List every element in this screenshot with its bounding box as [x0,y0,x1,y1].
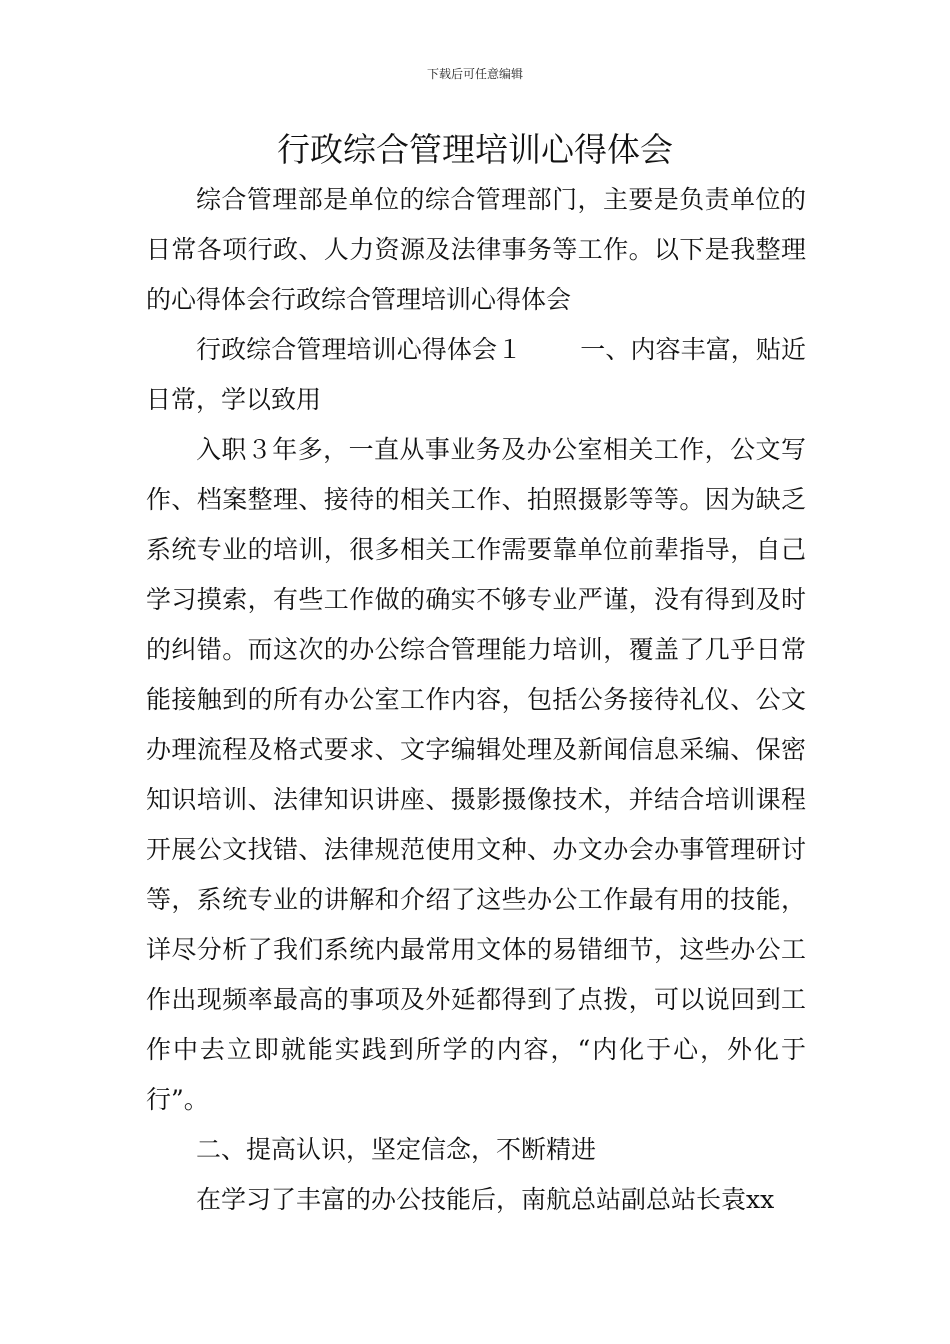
section-heading-2: 二、提高认识，坚定信念，不断精进 [196,1135,597,1164]
section-line [146,325,806,425]
header-note: 下载后可任意编辑 [426,67,523,81]
paragraph-1: 入职３年多，一直从事业务及办公室相关工作，公文写作、档案整理、接待的相关工作、拍照摄影等等。因为缺乏系统专业的培训，很多相关工作需要靠单位前辈指导，自己学习摸索，有些工作做的确实不够专业严谨，没有得到及时的纠错。而这次的办公综合管理能力培训，覆盖了几乎日常能接触到的所有办公室工作内容，包括公务接待礼仪、公文办理流程及格式要求、文字编辑处理及新闻信息采编、保密知识培训、法律知识讲座、摄影摄像技术，并结合培训课程开展公文找错、法律规范使用文种、办文办会办事管理研讨等，系统专业的讲解和介绍了这些办公工作最有用的技能，详尽分析了我们系统内最常用文体的易错细节，这些办公工作出现频率最高的事项及外延都得到了点拨，可以说回到工作中去立即就能实践到所学的内容，“内化于心，外化于行”。 [146,435,806,1114]
document-title: 行政综合管理培训心得体会 [277,130,673,169]
section-title: 行政综合管理培训心得体会１ [196,335,523,364]
intro-paragraph: 综合管理部是单位的综合管理部门，主要是负责单位的日常各项行政、人力资源及法律事务等工作。以下是我整理的心得体会行政综合管理培训心得体会 [146,185,806,314]
document-body [146,175,806,1225]
paragraph-2: 在学习了丰富的办公技能后，南航总站副总站长袁xx [196,1185,775,1214]
section-heading-1: 一、内容丰富，贴近日常，学以致用 [146,335,806,414]
